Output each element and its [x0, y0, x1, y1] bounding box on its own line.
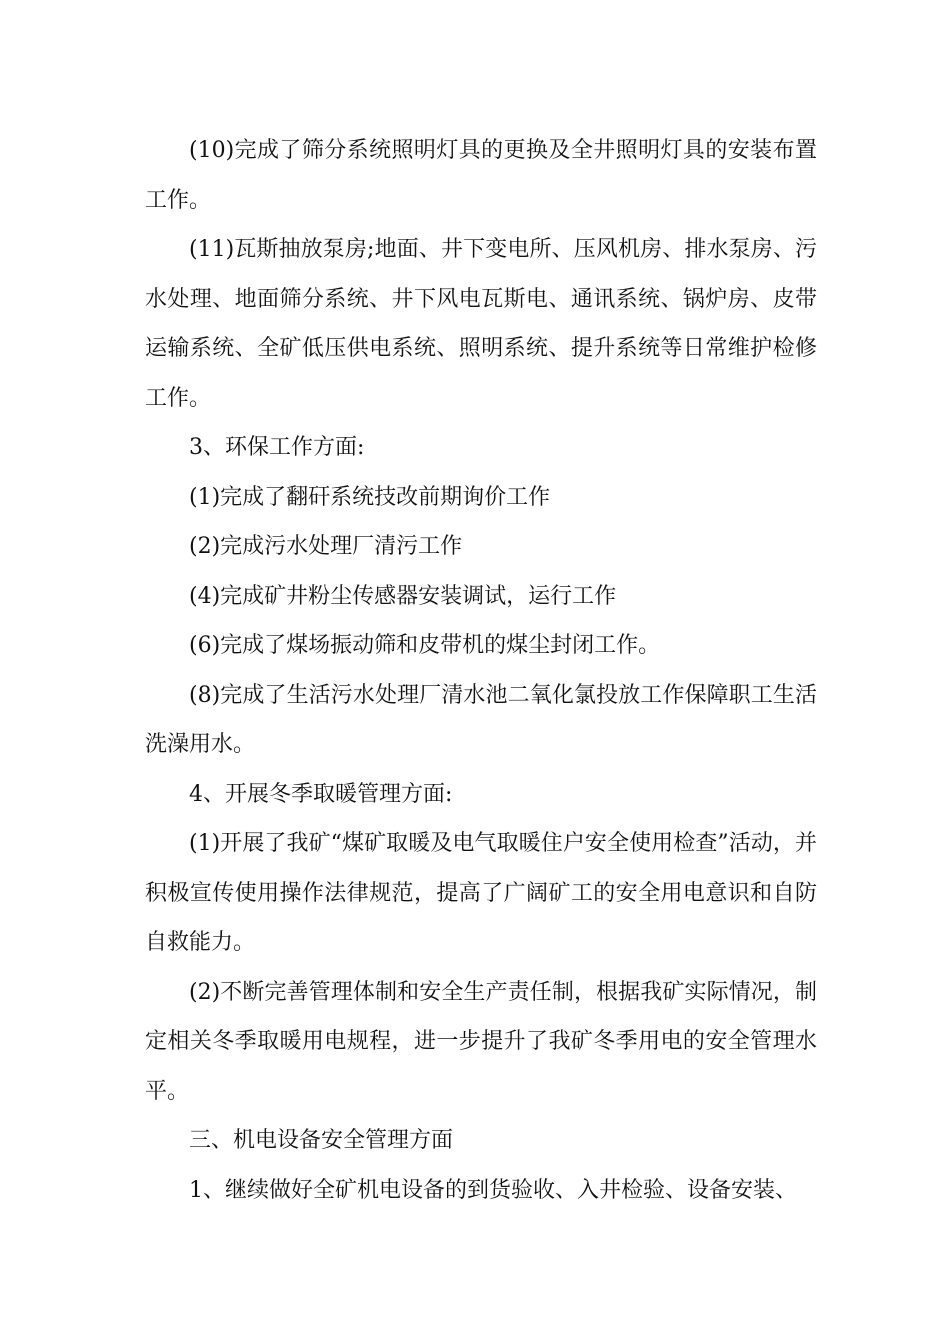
paragraph-daily-maintenance: (11)瓦斯抽放泵房;地面、井下变电所、压风机房、排水泵房、污水处理、地面筛分系统、井下风电瓦斯电、通讯系统、锅炉房、皮带运输系统、全矿低压供电系统、照明系统、提升系统等日常维护检修工作。	[145, 237, 817, 411]
heading-winter-heating: 4、开展冬季取暖管理方面:	[189, 781, 453, 807]
paragraph-env-item-1: (1)完成了翻矸系统技改前期询价工作	[189, 484, 551, 510]
paragraph-env-item-4: (4)完成矿井粉尘传感器安装调试，运行工作	[189, 583, 617, 609]
paragraph-lighting-replacement: (10)完成了筛分系统照明灯具的更换及全井照明灯具的安装布置工作。	[145, 138, 817, 213]
heading-equipment-safety: 三、机电设备安全管理方面	[189, 1128, 454, 1153]
paragraph-env-item-6: (6)完成了煤场振动筛和皮带机的煤尘封闭工作。	[189, 633, 661, 658]
paragraph-equipment-item-1: 1、继续做好全矿机电设备的到货验收、入井检验、设备安装、	[189, 1177, 797, 1203]
heading-environmental-work: 3、环保工作方面:	[189, 435, 365, 460]
paragraph-heating-item-1: (1)开展了我矿“煤矿取暖及电气取暖住户安全使用检查”活动，并积极宣传使用操作法律规范，提高了广阔矿工的安全用电意识和自防自救能力。	[145, 831, 817, 955]
document-body	[145, 126, 817, 1215]
paragraph-env-item-8: (8)完成了生活污水处理厂清水池二氧化氯投放工作保障职工生活洗澡用水。	[145, 682, 817, 757]
paragraph-heating-item-2: (2)不断完善管理体制和安全生产责任制，根据我矿实际情况，制定相关冬季取暖用电规程，进一步提升了我矿冬季用电的安全管理水平。	[145, 979, 817, 1104]
paragraph-env-item-2: (2)完成污水处理厂清污工作	[189, 534, 463, 559]
